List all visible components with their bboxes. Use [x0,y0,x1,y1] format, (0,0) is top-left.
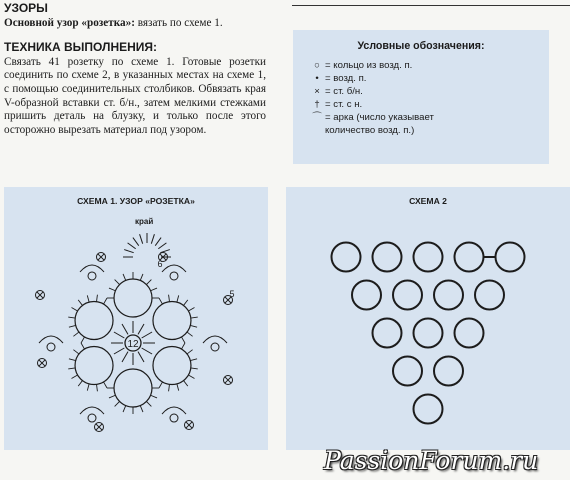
arch-icon: ⌒ [312,112,322,123]
watermark: PassionForum.ru [324,446,539,475]
picot-ring [47,343,55,351]
technique-heading: ТЕХНИКА ВЫПОЛНЕНИЯ: [4,40,158,55]
scheme1-title: СХЕМА 1. УЗОР «РОЗЕТКА» [77,196,195,206]
picot-ring [170,414,178,422]
stitch-mark [191,368,198,369]
stitch-mark [140,274,143,280]
scheme2-panel [286,187,570,450]
picot-ring [88,272,96,280]
stitch-mark [73,332,79,336]
stitch-mark [97,384,98,391]
stitch-mark [72,308,78,312]
technique-text: Связать 41 розетку по схеме 1. Готовые розетки соединить по схеме 2, в указанных местах на схеме 1, с помощью соединительных столбиков. Обвязать края V-образной вставки ст. б/н., затем мелкими стежками пришить деталь на блузку, и только после этого осторожно вырезать материал под узором. [4,55,266,136]
stitch-mark [158,243,166,249]
stitch-mark [124,250,134,253]
stitch-mark [81,343,85,349]
stitch-mark [177,384,179,391]
stitch-mark [188,375,194,379]
scheme2-title: СХЕМА 2 [409,196,447,206]
legend-item [309,73,366,85]
stitch-mark [177,295,179,302]
rosette-ring [455,243,484,272]
stitch-mark [146,280,151,285]
stitch-mark [151,234,154,244]
outer-arch [203,336,227,343]
stitch-mark [109,395,115,398]
rosette-ring [455,319,484,348]
scheme1-panel [4,187,268,450]
stitch-mark [151,395,157,398]
stitch-mark [104,382,108,388]
rosette-ring [475,281,504,310]
legend-item-text: = ст. с н. [325,99,363,110]
outer-arch [80,407,104,414]
rosette-ring [414,243,443,272]
legend-item [309,112,434,124]
stitch-mark [69,325,76,327]
legend-item [309,99,362,111]
petal-loop [114,279,152,317]
picot-ring [88,414,96,422]
stitch-mark [188,308,194,312]
stitch-mark [133,238,139,246]
ring-symbol-icon: ○ [314,60,320,71]
stitch-mark [191,317,198,318]
stitch-mark [138,324,144,334]
legend-item-text: = возд. п. [325,73,367,84]
picot-ring [170,272,178,280]
stitch-mark [68,368,75,369]
stitch-mark [122,352,128,362]
stitch-mark [122,324,128,334]
rosette-diagram [4,187,268,450]
picot-ring [211,343,219,351]
stitch-mark [155,238,161,246]
stitch-mark [78,300,82,306]
stitch-mark [140,406,143,412]
double-crochet-icon: † [314,99,320,110]
stitch-mark [78,381,82,387]
main-pattern-line [4,17,266,31]
chain-dot-icon: • [315,73,319,84]
legend-item-text: количество возд. п.) [325,125,415,136]
legend-item-text: = арка (число указывает [325,112,434,123]
edge-label: край [135,217,154,226]
rosette-ring [496,243,525,272]
outer-arch [39,336,63,343]
stitch-mark [190,325,197,327]
stitch-mark [187,332,193,336]
stitch-mark [97,295,98,302]
stitch-mark [123,274,126,280]
rosette-ring [332,243,361,272]
main-pattern-text: вязать по схеме 1. [134,16,223,29]
stitch-mark [142,332,152,338]
stitch-mark [184,381,188,387]
stitch-mark [115,401,120,406]
single-crochet-icon: × [314,86,320,97]
legend-panel [293,30,549,164]
rosette-ring [414,395,443,424]
rosette-ring [373,319,402,348]
stitch-mark [73,350,79,354]
stitch-mark [142,348,152,354]
stitch-mark [169,295,170,302]
rosette-ring [414,319,443,348]
top-divider [292,0,570,6]
petal-loop [153,347,191,385]
stitch-mark [184,300,188,306]
petal-number: 6 [157,259,163,269]
stitch-mark [114,348,124,354]
arch-number: 5 [229,289,235,299]
petal-loop [75,302,113,340]
outer-arch [162,265,186,272]
legend-item [309,125,414,137]
stitch-mark [138,352,144,362]
outer-arch [162,407,186,414]
stitch-mark [181,343,185,349]
rosette-ring [352,281,381,310]
stitch-mark [181,337,185,343]
stitch-mark [69,359,76,361]
outer-arch [80,265,104,272]
stitch-mark [187,350,193,354]
stitch-mark [68,317,75,318]
stitch-mark [151,288,157,291]
petal-loop [75,347,113,385]
stitch-mark [114,332,124,338]
stitch-mark [81,337,85,343]
stitch-mark [190,359,197,361]
stitch-mark [160,250,170,253]
rosette-ring [373,243,402,272]
patterns-heading: УЗОРЫ [4,1,48,15]
legend-item-text: = кольцо из возд. п. [325,60,413,71]
petal-loop [153,302,191,340]
stitch-mark [140,234,143,244]
stitch-mark [87,295,89,302]
stitch-mark [104,298,108,304]
rosette-layout-diagram [286,187,570,450]
center-number: 12 [127,339,139,350]
stitch-mark [169,384,170,391]
stitch-mark [159,298,163,304]
stitch-mark [87,384,89,391]
main-pattern-label: Основной узор «розетка»: [4,16,135,29]
stitch-mark [159,382,163,388]
stitch-mark [128,243,136,249]
rosette-ring [434,357,463,386]
stitch-mark [109,288,115,291]
petal-loop [114,369,152,407]
rosette-ring [393,357,422,386]
instructions-block [4,2,266,137]
stitch-mark [146,401,151,406]
rosette-ring [434,281,463,310]
stitch-mark [123,406,126,412]
legend-item-text: = ст. б/н. [325,86,363,97]
rosette-ring [393,281,422,310]
legend-item [309,60,412,72]
stitch-mark [115,280,120,285]
legend-item [309,86,363,98]
legend-title: Условные обозначения: [357,40,485,52]
stitch-mark [72,375,78,379]
